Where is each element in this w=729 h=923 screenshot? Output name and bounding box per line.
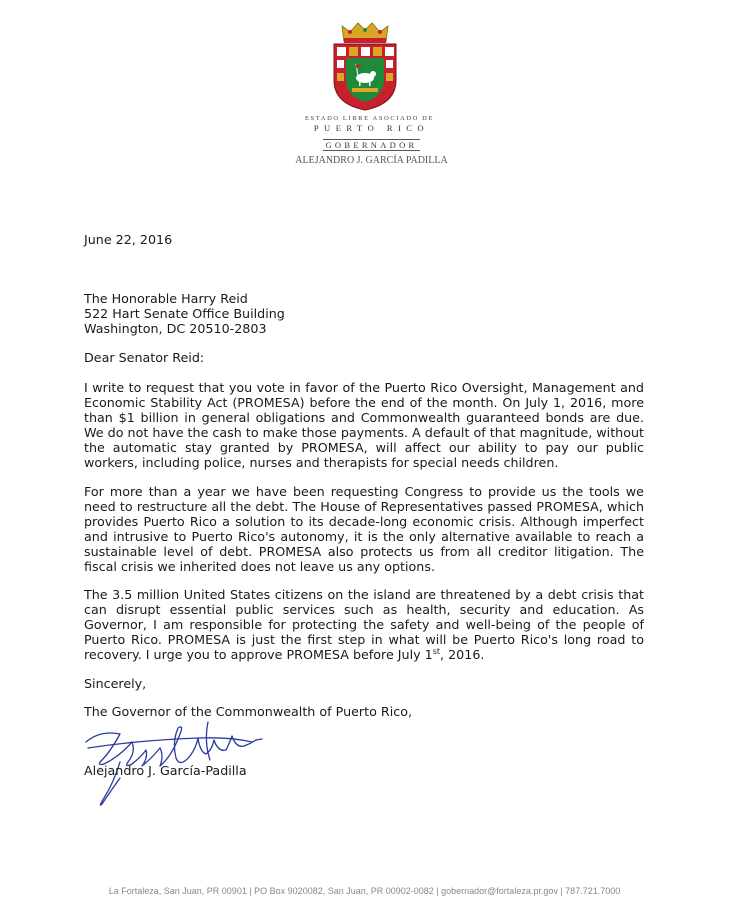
letter-paragraph-3	[84, 588, 644, 663]
letter-paragraph-2: For more than a year we have been requesting Congress to provide us the tools we need to restructure all the debt. The House of Representatives passed PROMESA, which provides Puerto Rico a solution to its decade-long economic crisis. Although imperfect and intrusive to Puerto Rico's autonomy, it is the only alternative available to reach a sustainable level of debt. PROMESA also protects us from all creditor litigation. The fiscal crisis we inherited does not leave us any options.	[84, 484, 644, 574]
signatory-name: Alejandro J. García-Padilla	[84, 763, 247, 778]
letter-paragraph-1: I write to request that you vote in favor of the Puerto Rico Oversight, Management and Economic Stability Act (PROMESA) before the end of the month. On July 1, 2016, more than $1 billion in general obligations and Commonwealth guaranteed bonds are due. We do not have the cash to make those payments. A default of that magnitude, without the automatic stay granted by PROMESA, will affect our ability to pay our public workers, including police, nurses and therapists for special needs children.	[84, 380, 644, 470]
paragraph-3-text: The 3.5 million United States citizens on the island are threatened by a debt crisis that can disrupt essential public services such as health, security and education. As Governor, I am responsible for protecting the safety and well-being of the people of Puerto Rico. PROMESA is just the first step in what will be Puerto Rico's long road to recovery. I urge you to approve PROMESA before July 1	[84, 587, 644, 662]
letterhead-governor-name: ALEJANDRO J. GARCÍA PADILLA	[295, 155, 448, 166]
salutation: Dear Senator Reid:	[84, 350, 205, 365]
paragraph-3-end: , 2016.	[440, 646, 485, 662]
recipient-name: The Honorable Harry Reid	[84, 291, 248, 306]
ordinal-suffix: st	[432, 646, 441, 656]
recipient-city: Washington, DC 20510-2803	[84, 320, 267, 336]
recipient-street: 522 Hart Senate Office Building	[84, 305, 285, 321]
letterhead	[0, 20, 729, 166]
letter-date: June 22, 2016	[84, 232, 173, 247]
recipient-address	[84, 292, 644, 337]
footer-contact-info: La Fortaleza, San Juan, PR 00901 | PO Box 9020082, San Juan, PR 00902-0082 | gobernador@fortaleza.pr.gov | 787.721.7000	[108, 886, 621, 896]
letterhead-puerto-rico: PUERTO RICO	[313, 123, 430, 133]
letterhead-gobernador: GOBERNADOR	[325, 140, 418, 150]
handwritten-signature-icon	[80, 712, 270, 812]
letterhead-estado-libre: ESTADO LIBRE ASOCIADO DE	[304, 115, 435, 122]
signatory-title: The Governor of the Commonwealth of Puerto Rico,	[84, 704, 413, 719]
closing: Sincerely,	[84, 676, 147, 691]
puerto-rico-coat-of-arms-icon	[328, 20, 402, 112]
